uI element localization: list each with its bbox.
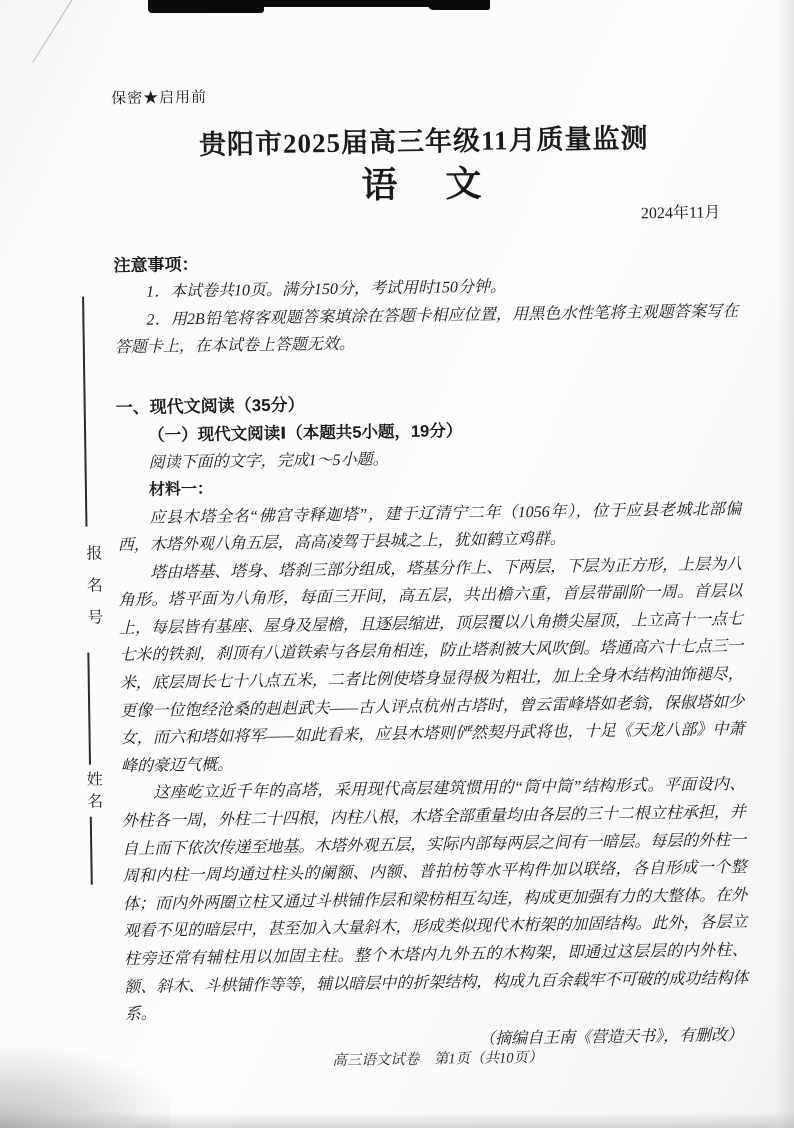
- subsection-heading: （一）现代文阅读Ⅰ（本题共5小题，19分）: [147, 421, 463, 445]
- exam-number-label: 报名号: [83, 544, 103, 641]
- subject-title: 语 文: [361, 163, 488, 206]
- notice-heading: 注意事项：: [113, 254, 199, 276]
- seal-fill-line: [82, 297, 87, 527]
- paragraph-3: 这座屹立近千年的高塔，采用现代高层建筑惯用的“筒中筒”结构形式。平面设内、外柱各一周，外柱二十四根，内柱八根，木塔全部重量均由各层的三十二根立柱承担，并自上而下依次传递至地基。木塔外观五层，实际内部每两层之间有一暗层。每层的外柱一周和内柱一周均通过柱头的阑额、内额、普拍枋等水平构件加以联络，各自形成一个整体；而内外两圈立柱又通过斗栱铺作层和梁枋相互勾连，构成更加强有力的大整体。在外观看不见的暗层中，甚至加入大量斜木，形成类似现代木桁架的加固结构。此外，各层立柱旁还常有辅柱用以加固主柱。整个木塔内九外五的木构架，即通过这层层的内外柱、额、斜木、斗栱铺作等等，辅以暗层中的折架结构，构成九百余载牢不可破的成功结构体系。: [121, 776, 749, 1024]
- paragraph-2: 塔由塔基、塔身、塔刹三部分组成，塔基分作上、下两层，下层为正方形，上层为八角形。塔平面为八角形，每面三开间，高五层，共出檐六重，首层带副阶一周。首层以上，每层皆有基座、屋身及屋檐，且逐层缩进，顶层覆以八角攒尖屋顶，上立高十一点七七米的铁刹，刹顶有八道铁索与各层角相连，防止塔刹被大风吹倒。塔通高六十七点三一米，底层周长七十八点五米，二者比例使塔身显得极为粗壮，加上全身木结构油饰褪尽，更像一位饱经沧桑的赳赳武夫——古人评点杭州古塔时，曾云雷峰塔如老翁，保俶塔如少女，而六和塔如将军——如此看来，应县木塔则俨然契丹武将也，十足《天龙八部》中萧峰的豪迈气概。: [118, 555, 745, 776]
- confidential-notice: 保密★启用前: [111, 89, 208, 108]
- notice-item-1: 1．本试卷共10页。满分150分，考试用时150分钟。: [145, 278, 507, 301]
- scan-bottom-shadow: [0, 1112, 794, 1128]
- paragraph-1: 应县木塔全名“佛宫寺释迦塔”，建于辽清宁二年（1056年），位于应县老城北部偏西，木塔外观八角五层，高高凌驾于县城之上，犹如鹤立鸡群。: [117, 500, 742, 555]
- source-attribution: （摘编自王南《营造天书》，有删改）: [478, 1026, 744, 1048]
- page-footer: 高三语文试卷 第1页（共10页）: [332, 1049, 543, 1070]
- section-heading: 一、现代文阅读（35分）: [115, 394, 305, 417]
- scan-right-shadow: [776, 0, 794, 1128]
- exam-title: 贵阳市2025届高三年级11月质量监测: [198, 123, 649, 160]
- material-heading: 材料一：: [148, 480, 214, 499]
- seal-fill-line: [87, 653, 90, 765]
- seal-fill-line: [90, 817, 93, 885]
- name-label: 姓名: [84, 770, 102, 815]
- document-body: [111, 81, 749, 1058]
- notice-item-2: 2．用2B铅笔将客观题答案填涂在答题卡相应位置，用黑色水性笔将主观题答案写在答题卡上，在本试卷上答题无效。: [114, 302, 739, 357]
- exam-date: 2024年11月: [640, 204, 721, 223]
- reading-instruction: 阅读下面的文字，完成1～5小题。: [148, 450, 389, 472]
